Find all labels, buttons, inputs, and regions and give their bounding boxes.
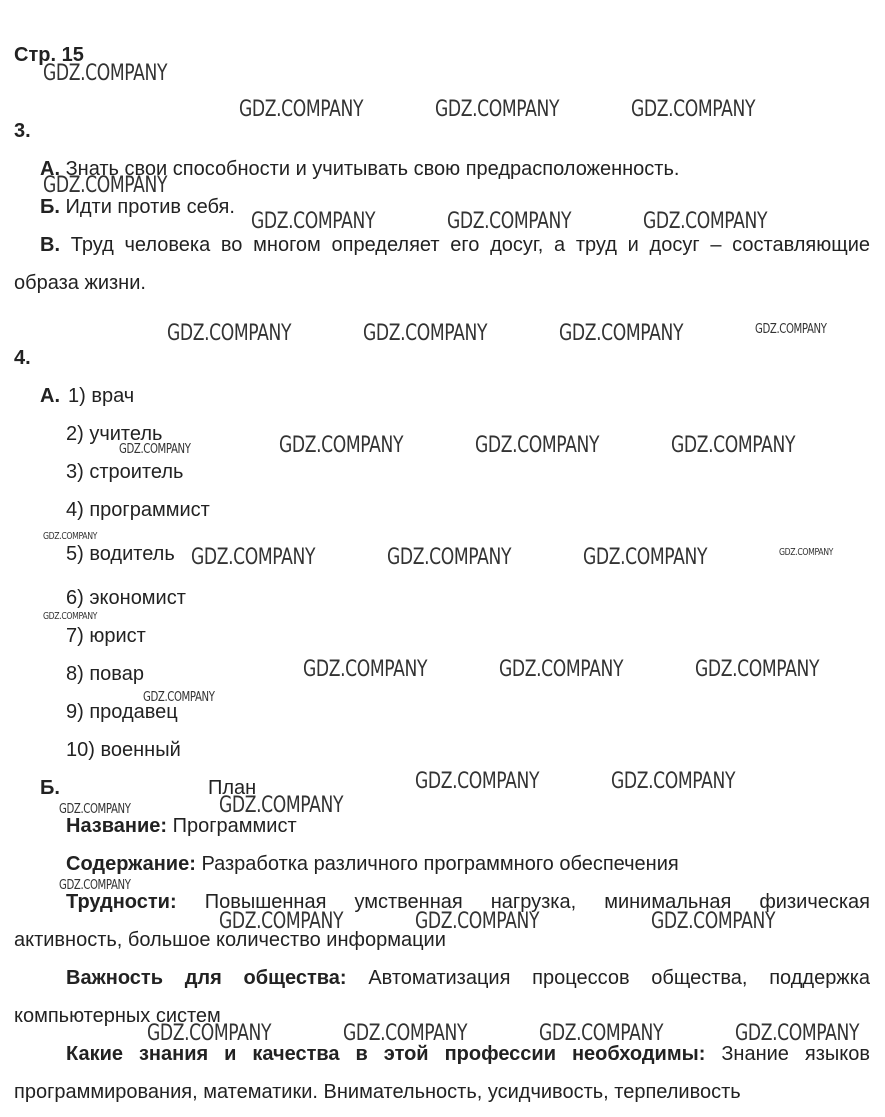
watermark: GDZ.COMPANY bbox=[447, 209, 572, 234]
task3-a-label: А. bbox=[40, 158, 60, 180]
watermark: GDZ.COMPANY bbox=[735, 1021, 860, 1046]
task3-answer-c bbox=[14, 226, 870, 302]
plan-name bbox=[66, 807, 297, 845]
watermark: GDZ.COMPANY bbox=[755, 322, 827, 337]
watermark: GDZ.COMPANY bbox=[387, 545, 512, 570]
profession-item: 4) программист bbox=[66, 499, 210, 521]
plan-skills bbox=[14, 1035, 870, 1111]
watermark: GDZ.COMPANY bbox=[167, 321, 292, 346]
watermark: GDZ.COMPANY bbox=[219, 793, 344, 818]
watermark: GDZ.COMPANY bbox=[779, 547, 834, 558]
profession-item: 9) продавец bbox=[66, 701, 178, 723]
profession-item: 7) юрист bbox=[66, 625, 146, 647]
watermark: GDZ.COMPANY bbox=[59, 878, 131, 893]
task3-a-text: Знать свои способности и учитывать свою предрасположенность. bbox=[65, 158, 680, 180]
plan-content-label: Содержание: bbox=[66, 853, 196, 875]
watermark: GDZ.COMPANY bbox=[499, 657, 624, 682]
task3-c-label: В. bbox=[40, 234, 60, 256]
watermark: GDZ.COMPANY bbox=[559, 321, 684, 346]
watermark: GDZ.COMPANY bbox=[415, 769, 540, 794]
task4-a-label: А. bbox=[40, 385, 60, 407]
watermark: GDZ.COMPANY bbox=[219, 909, 344, 934]
watermark: GDZ.COMPANY bbox=[279, 433, 404, 458]
task3-b-label: Б. bbox=[40, 196, 60, 218]
profession-item: 8) повар bbox=[66, 663, 144, 685]
watermark: GDZ.COMPANY bbox=[695, 657, 820, 682]
task3-c-text: Труд человека во многом определяет его досуг, а труд и досуг – составляющие образа жизни. bbox=[14, 234, 870, 294]
watermark: GDZ.COMPANY bbox=[239, 97, 364, 122]
task3-answer-a bbox=[40, 150, 679, 188]
watermark: GDZ.COMPANY bbox=[43, 531, 98, 542]
plan-skills-value: Знание языков программирования, математики. Внимательность, усидчивость, терпеливость bbox=[14, 1043, 870, 1103]
watermark: GDZ.COMPANY bbox=[251, 209, 376, 234]
watermark: GDZ.COMPANY bbox=[475, 433, 600, 458]
page-header: Стр. 15 bbox=[14, 44, 84, 66]
plan-importance-label: Важность для общества: bbox=[66, 967, 347, 989]
task3-answer-b bbox=[40, 188, 235, 226]
plan-difficulties-value: Повышенная умственная нагрузка, минимальная физическая активность, большое количество информации bbox=[14, 891, 871, 951]
watermark: GDZ.COMPANY bbox=[631, 97, 756, 122]
plan-title: План bbox=[208, 777, 257, 799]
task4-b-label: Б. bbox=[40, 777, 60, 799]
watermark: GDZ.COMPANY bbox=[671, 433, 796, 458]
watermark: GDZ.COMPANY bbox=[651, 909, 776, 934]
watermark: GDZ.COMPANY bbox=[583, 545, 708, 570]
watermark: GDZ.COMPANY bbox=[43, 611, 98, 622]
plan-importance bbox=[14, 959, 870, 1035]
watermark: GDZ.COMPANY bbox=[303, 657, 428, 682]
plan-content bbox=[66, 845, 679, 883]
plan-skills-label: Какие знания и качества в этой профессии необходимы: bbox=[66, 1043, 706, 1065]
watermark: GDZ.COMPANY bbox=[143, 690, 215, 705]
plan-difficulties bbox=[14, 883, 870, 959]
watermark: GDZ.COMPANY bbox=[343, 1021, 468, 1046]
watermark: GDZ.COMPANY bbox=[119, 442, 191, 457]
profession-item: 3) строитель bbox=[66, 461, 184, 483]
watermark: GDZ.COMPANY bbox=[415, 909, 540, 934]
profession-item: 1) врач bbox=[68, 385, 135, 407]
profession-item: 5) водитель bbox=[66, 543, 175, 565]
watermark: GDZ.COMPANY bbox=[191, 545, 316, 570]
plan-name-label: Название: bbox=[66, 815, 168, 837]
watermark: GDZ.COMPANY bbox=[59, 802, 131, 817]
watermark: GDZ.COMPANY bbox=[147, 1021, 272, 1046]
watermark: GDZ.COMPANY bbox=[643, 209, 768, 234]
task3-b-text: Идти против себя. bbox=[65, 196, 235, 218]
watermark: GDZ.COMPANY bbox=[363, 321, 488, 346]
watermark: GDZ.COMPANY bbox=[43, 61, 168, 86]
watermark: GDZ.COMPANY bbox=[611, 769, 736, 794]
profession-item: 2) учитель bbox=[66, 423, 163, 445]
profession-item: 6) экономист bbox=[66, 587, 186, 609]
task4-number: 4. bbox=[14, 347, 31, 369]
profession-item: 10) военный bbox=[66, 739, 181, 761]
plan-difficulties-label: Трудности: bbox=[66, 891, 177, 913]
watermark: GDZ.COMPANY bbox=[43, 173, 168, 198]
watermark: GDZ.COMPANY bbox=[539, 1021, 664, 1046]
task3-number: 3. bbox=[14, 120, 31, 142]
plan-importance-value: Автоматизация процессов общества, поддержка компьютерных систем bbox=[14, 967, 871, 1027]
plan-name-value: Программист bbox=[172, 815, 297, 837]
watermark: GDZ.COMPANY bbox=[435, 97, 560, 122]
plan-content-value: Разработка различного программного обеспечения bbox=[201, 853, 679, 875]
